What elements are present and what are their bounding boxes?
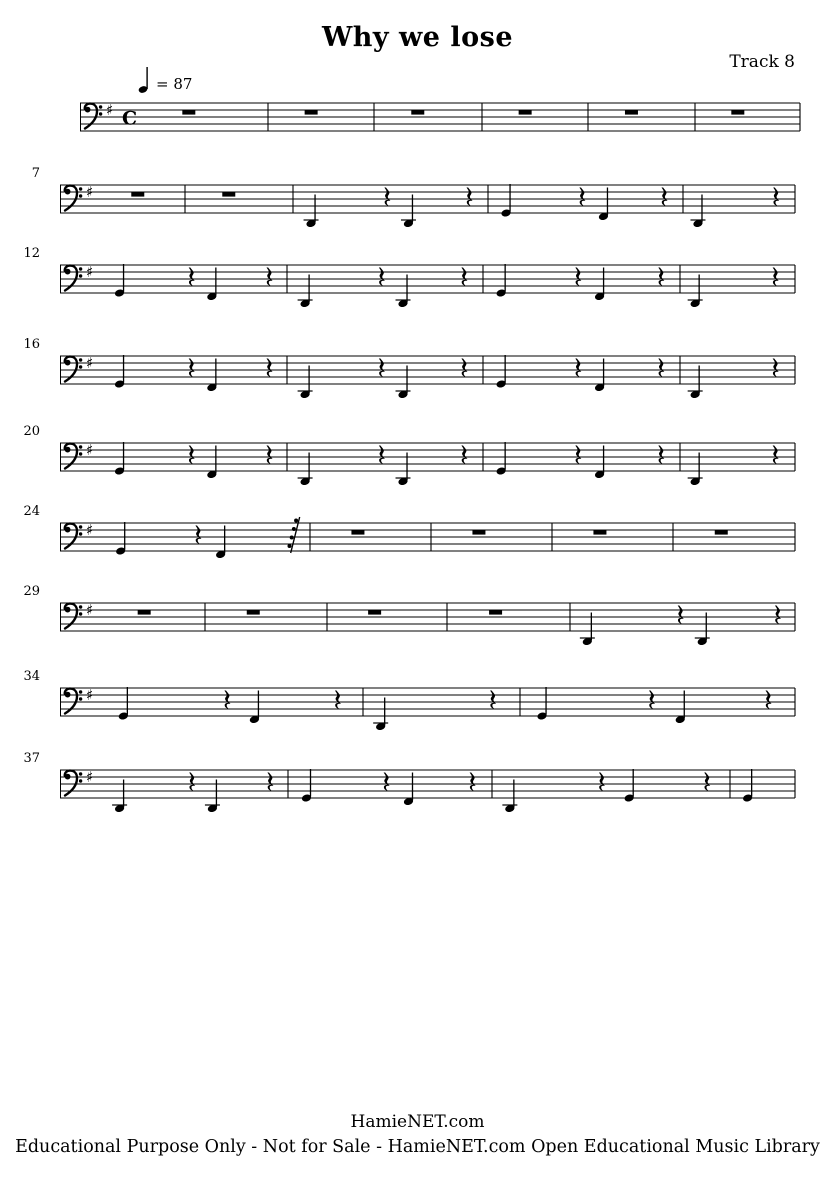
quarter-rest-icon	[649, 691, 655, 709]
quarter-rest-icon	[490, 691, 496, 709]
sharp-icon: ♯	[86, 686, 94, 704]
staff-system	[23, 504, 795, 559]
sharp-icon: ♯	[86, 441, 94, 459]
staff-system	[23, 246, 795, 308]
rest-hook	[290, 536, 294, 540]
bass-clef-dot	[79, 452, 82, 455]
sixty-fourth-rest-icon	[287, 517, 299, 553]
quarter-rest-icon	[599, 773, 605, 791]
bass-clef-dot	[99, 105, 102, 108]
whole-rest-icon	[731, 110, 744, 115]
whole-rest-icon	[472, 530, 485, 535]
staff-system	[23, 424, 795, 486]
quarter-rest-icon	[461, 268, 467, 286]
quarter-rest-icon	[766, 691, 772, 709]
quarter-rest-icon	[195, 526, 201, 544]
quarter-rest-icon	[658, 446, 664, 464]
quarter-rest-icon	[189, 446, 195, 464]
quarter-rest-icon	[379, 446, 385, 464]
rest-stem	[291, 517, 300, 553]
quarter-rest-icon	[267, 773, 273, 791]
bass-clef-blob	[65, 269, 71, 275]
quarter-rest-icon	[379, 268, 385, 286]
quarter-rest-icon	[267, 446, 273, 464]
quarter-rest-icon	[189, 773, 195, 791]
whole-rest-icon	[519, 110, 532, 115]
bass-clef-dot	[79, 267, 82, 270]
measure-number: 7	[31, 166, 40, 181]
quarter-rest-icon	[773, 188, 779, 206]
quarter-rest-icon	[575, 268, 581, 286]
quarter-rest-icon	[662, 188, 668, 206]
bass-clef-icon	[65, 266, 83, 291]
quarter-rest-icon	[773, 446, 779, 464]
quarter-rest-icon	[704, 773, 710, 791]
rest-hook	[294, 519, 298, 523]
whole-rest-icon	[368, 610, 381, 615]
whole-rest-icon	[625, 110, 638, 115]
quarter-rest-icon	[470, 773, 476, 791]
bass-clef-dot	[79, 194, 82, 197]
measure-number: 20	[23, 424, 40, 439]
bass-clef-icon	[65, 689, 83, 714]
quarter-rest-icon	[775, 606, 781, 624]
bass-clef-blob	[65, 527, 71, 533]
bass-clef-blob	[65, 607, 71, 613]
common-time-icon: C	[122, 107, 138, 130]
bass-clef-dot	[79, 779, 82, 782]
quarter-rest-icon	[461, 359, 467, 377]
quarter-rest-icon	[773, 359, 779, 377]
quarter-rest-icon	[575, 359, 581, 377]
bass-clef-blob	[65, 774, 71, 780]
quarter-rest-icon	[678, 606, 684, 624]
quarter-rest-icon	[384, 188, 390, 206]
whole-rest-icon	[222, 192, 235, 197]
bass-clef-dot	[79, 772, 82, 775]
bass-clef-dot	[79, 365, 82, 368]
bass-clef-icon	[65, 444, 83, 469]
bass-clef-dot	[79, 690, 82, 693]
footer-license: Educational Purpose Only - Not for Sale - HamieNET.com Open Educational Music Library	[15, 1137, 820, 1157]
quarter-rest-icon	[467, 188, 473, 206]
bass-clef-dot	[79, 187, 82, 190]
staff-system	[23, 584, 795, 646]
staff-system	[23, 669, 795, 731]
whole-rest-icon	[489, 610, 502, 615]
bass-clef-icon	[65, 357, 83, 382]
whole-rest-icon	[351, 530, 364, 535]
measure-number: 37	[23, 751, 40, 766]
quarter-rest-icon	[335, 691, 341, 709]
quarter-rest-icon	[575, 446, 581, 464]
quarter-rest-icon	[224, 691, 230, 709]
whole-rest-icon	[593, 530, 606, 535]
quarter-rest-icon	[658, 268, 664, 286]
quarter-rest-icon	[267, 268, 273, 286]
sharp-icon: ♯	[86, 521, 94, 539]
sharp-icon: ♯	[86, 601, 94, 619]
bass-clef-icon	[65, 186, 83, 211]
bass-clef-dot	[79, 612, 82, 615]
whole-rest-icon	[182, 110, 195, 115]
bass-clef-icon	[85, 104, 103, 129]
bass-clef-dot	[79, 697, 82, 700]
quarter-rest-icon	[189, 268, 195, 286]
bass-clef-icon	[65, 604, 83, 629]
bass-clef-dot	[99, 112, 102, 115]
whole-rest-icon	[138, 610, 151, 615]
quarter-rest-icon	[579, 188, 585, 206]
staff-system	[32, 166, 795, 228]
measure-number: 29	[23, 584, 40, 599]
rest-hook	[292, 527, 296, 531]
measure-number: 12	[23, 246, 40, 261]
whole-rest-icon	[131, 192, 144, 197]
whole-rest-icon	[247, 610, 260, 615]
bass-clef-blob	[65, 692, 71, 698]
sharp-icon: ♯	[86, 263, 94, 281]
bass-clef-blob	[85, 107, 91, 113]
quarter-rest-icon	[461, 446, 467, 464]
bass-clef-dot	[79, 532, 82, 535]
quarter-rest-icon	[658, 359, 664, 377]
measure-number: 24	[23, 504, 40, 519]
bass-clef-icon	[65, 524, 83, 549]
song-title: Why we lose	[321, 22, 513, 53]
quarter-rest-icon	[384, 773, 390, 791]
quarter-rest-icon	[189, 359, 195, 377]
sharp-icon: ♯	[86, 354, 94, 372]
bass-clef-blob	[65, 360, 71, 366]
staff-system	[23, 751, 795, 813]
staff-system	[23, 337, 795, 399]
quarter-rest-icon	[773, 268, 779, 286]
measure-number: 16	[23, 337, 40, 352]
sharp-icon: ♯	[106, 101, 114, 119]
whole-rest-icon	[411, 110, 424, 115]
bass-clef-dot	[79, 605, 82, 608]
quarter-rest-icon	[267, 359, 273, 377]
rest-hook	[287, 544, 291, 548]
bass-clef-blob	[65, 447, 71, 453]
tempo-bpm-label: = 87	[156, 75, 193, 93]
whole-rest-icon	[715, 530, 728, 535]
track-label: Track 8	[729, 52, 795, 72]
sharp-icon: ♯	[86, 768, 94, 786]
bass-clef-dot	[79, 274, 82, 277]
bass-clef-icon	[65, 771, 83, 796]
sharp-icon: ♯	[86, 183, 94, 201]
staff-system	[80, 101, 800, 131]
footer-site: HamieNET.com	[350, 1112, 485, 1132]
bass-clef-dot	[79, 445, 82, 448]
measure-number: 34	[23, 669, 40, 684]
bass-clef-dot	[79, 358, 82, 361]
whole-rest-icon	[305, 110, 318, 115]
bass-clef-blob	[65, 189, 71, 195]
quarter-rest-icon	[379, 359, 385, 377]
bass-clef-dot	[79, 525, 82, 528]
